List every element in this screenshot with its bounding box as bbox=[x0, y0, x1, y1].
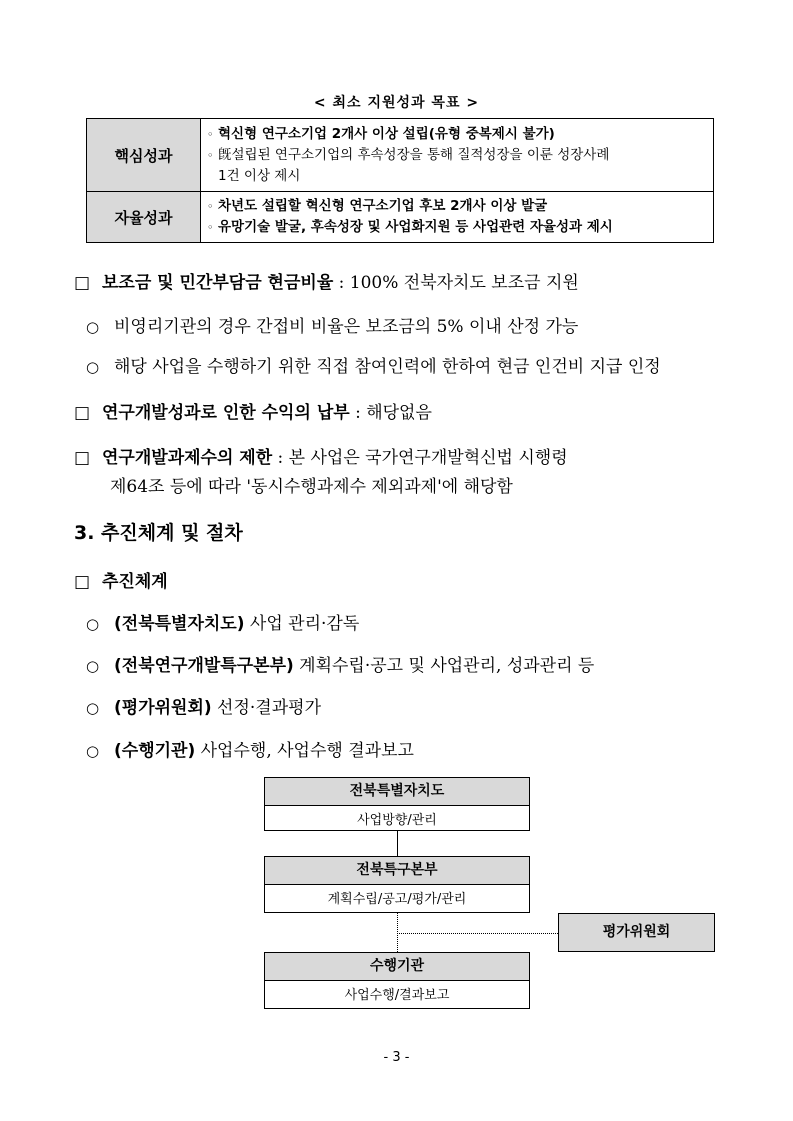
circle-bullet-icon: ○ bbox=[86, 657, 100, 675]
checkbox-square-icon: □ bbox=[74, 403, 91, 423]
checkbox-square-icon: □ bbox=[74, 572, 91, 592]
goals-table bbox=[86, 118, 714, 243]
goals-table-title: < 최소 지원성과 목표 > bbox=[313, 95, 480, 111]
list-item: 1건 이상 제시 bbox=[218, 167, 301, 184]
checkbox-square-icon: □ bbox=[74, 448, 91, 468]
list-item: ◦ 유망기술 발굴, 후속성장 및 사업화지원 등 사업관련 자율성과 제시 bbox=[207, 219, 613, 235]
page-number: - 3 - bbox=[383, 1050, 410, 1065]
org-box-province: 전북특별자치도 사업방향/관리 bbox=[264, 777, 530, 831]
role-item: ○ (평가위원회) 선정·결과평가 bbox=[86, 698, 321, 718]
circle-bullet-icon: ○ bbox=[86, 699, 100, 717]
task-limit-continuation: 제64조 등에 따라 '동시수행과제수 제외과제'에 해당함 bbox=[110, 477, 513, 497]
autonomous-goals-head: 자율성과 bbox=[87, 192, 201, 243]
core-goals-body bbox=[201, 119, 714, 192]
circle-bullet-icon: ○ bbox=[86, 318, 100, 336]
dotted-connector-line bbox=[397, 933, 558, 934]
subsidy-sub-item-2: ○ 해당 사업을 수행하기 위한 직접 참여인력에 한하여 현금 인건비 지급 인정 bbox=[86, 357, 661, 377]
task-limit-item: □ 연구개발과제수의 제한 : 본 사업은 국가연구개발혁신법 시행령 bbox=[74, 448, 568, 468]
subsidy-sub-item-1: ○ 비영리기관의 경우 간접비 비율은 보조금의 5% 이내 산정 가능 bbox=[86, 317, 579, 337]
checkbox-square-icon: □ bbox=[74, 273, 91, 293]
table-row bbox=[87, 119, 714, 192]
subsidy-item: □ 보조금 및 민간부담금 현금비율 : 100% 전북자치도 보조금 지원 bbox=[74, 273, 579, 293]
revenue-payment-item: □ 연구개발성과로 인한 수익의 납부 : 해당없음 bbox=[74, 403, 432, 423]
org-box-hq: 전북특구본부 계획수립/공고/평가/관리 bbox=[264, 856, 530, 913]
connector-line bbox=[397, 831, 398, 856]
role-item: ○ (전북연구개발특구본부) 계획수립·공고 및 사업관리, 성과관리 등 bbox=[86, 656, 595, 676]
list-item: ◦ 혁신형 연구소기업 2개사 이상 설립(유형 중복제시 불가) bbox=[207, 125, 555, 142]
role-item: ○ (전북특별자치도) 사업 관리·감독 bbox=[86, 614, 360, 634]
org-box-executor: 수행기관 사업수행/결과보고 bbox=[264, 952, 530, 1009]
list-item: ◦ 旣설립된 연구소기업의 후속성장을 통해 질적성장을 이룬 성장사례 bbox=[207, 146, 610, 163]
role-item: ○ (수행기관) 사업수행, 사업수행 결과보고 bbox=[86, 741, 414, 761]
list-item: ◦ 차년도 설립할 혁신형 연구소기업 후보 2개사 이상 발굴 bbox=[207, 198, 548, 214]
circle-bullet-icon: ○ bbox=[86, 742, 100, 760]
circle-bullet-icon: ○ bbox=[86, 358, 100, 376]
org-box-committee: 평가위원회 bbox=[558, 913, 715, 952]
core-goals-head: 핵심성과 bbox=[87, 119, 201, 192]
autonomous-goals-body bbox=[201, 192, 714, 243]
circle-bullet-icon: ○ bbox=[86, 615, 100, 633]
sub-heading: □ 추진체계 bbox=[74, 572, 168, 592]
table-row bbox=[87, 192, 714, 243]
section-title: 3. 추진체계 및 절차 bbox=[74, 522, 243, 544]
